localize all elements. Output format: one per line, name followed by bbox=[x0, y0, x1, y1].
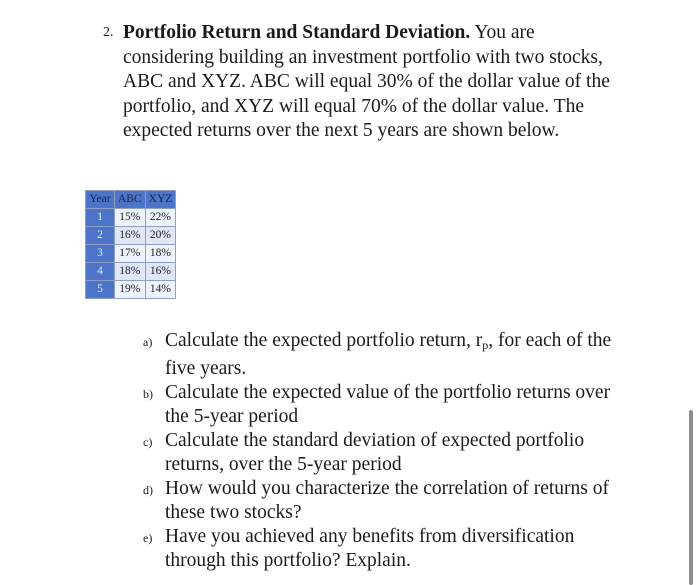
xyz-cell: 18% bbox=[145, 245, 176, 263]
table-row bbox=[86, 281, 176, 299]
header-xyz: XYZ bbox=[145, 191, 176, 209]
problem-text: You are considering building an investment portfolio with two stocks, ABC and XYZ. ABC will equal 30% of the dollar value of the portfolio, and XYZ will equal 70% of the dollar value. The expected returns over the next 5 years are shown below. bbox=[123, 22, 610, 141]
problem-title: Portfolio Return and Standard Deviation. bbox=[123, 22, 471, 43]
table-row bbox=[86, 209, 176, 227]
year-cell: 5 bbox=[86, 281, 115, 299]
question-d bbox=[143, 477, 623, 525]
table-row bbox=[86, 227, 176, 245]
subscript-p: p bbox=[482, 338, 489, 352]
question-text: Calculate the expected portfolio return, r bbox=[165, 330, 483, 351]
question-text: Calculate the expected value of the portfolio returns over the 5-year period bbox=[165, 382, 611, 427]
question-text: Have you achieved any benefits from diversification through this portfolio? Explain. bbox=[165, 526, 575, 571]
xyz-cell: 22% bbox=[145, 209, 176, 227]
xyz-cell: 16% bbox=[145, 263, 176, 281]
question-a bbox=[143, 329, 623, 381]
returns-table bbox=[85, 190, 176, 299]
question-text: , for each of the five years. bbox=[165, 330, 612, 379]
question-marker: b) bbox=[143, 387, 153, 401]
question-marker: c) bbox=[143, 435, 153, 449]
question-text: Calculate the standard deviation of expected portfolio returns, over the 5-year period bbox=[165, 430, 585, 475]
question-list bbox=[143, 329, 623, 573]
abc-cell: 15% bbox=[115, 209, 146, 227]
question-text: How would you characterize the correlation of returns of these two stocks? bbox=[165, 478, 609, 523]
xyz-cell: 14% bbox=[145, 281, 176, 299]
question-c bbox=[143, 429, 623, 477]
header-year: Year bbox=[86, 191, 115, 209]
table-header-row bbox=[86, 191, 176, 209]
question-b bbox=[143, 381, 623, 429]
abc-cell: 16% bbox=[115, 227, 146, 245]
problem-statement bbox=[103, 21, 623, 144]
problem-number: 2. bbox=[103, 25, 114, 40]
question-e bbox=[143, 525, 623, 573]
question-marker: e) bbox=[143, 531, 153, 545]
year-cell: 3 bbox=[86, 245, 115, 263]
xyz-cell: 20% bbox=[145, 227, 176, 245]
table-row bbox=[86, 245, 176, 263]
problem-body bbox=[123, 21, 623, 144]
abc-cell: 19% bbox=[115, 281, 146, 299]
abc-cell: 17% bbox=[115, 245, 146, 263]
question-marker: a) bbox=[143, 335, 153, 349]
year-cell: 1 bbox=[86, 209, 115, 227]
vertical-scrollbar[interactable] bbox=[689, 410, 693, 585]
header-abc: ABC bbox=[115, 191, 146, 209]
year-cell: 4 bbox=[86, 263, 115, 281]
table-row bbox=[86, 263, 176, 281]
question-marker: d) bbox=[143, 483, 153, 497]
year-cell: 2 bbox=[86, 227, 115, 245]
abc-cell: 18% bbox=[115, 263, 146, 281]
